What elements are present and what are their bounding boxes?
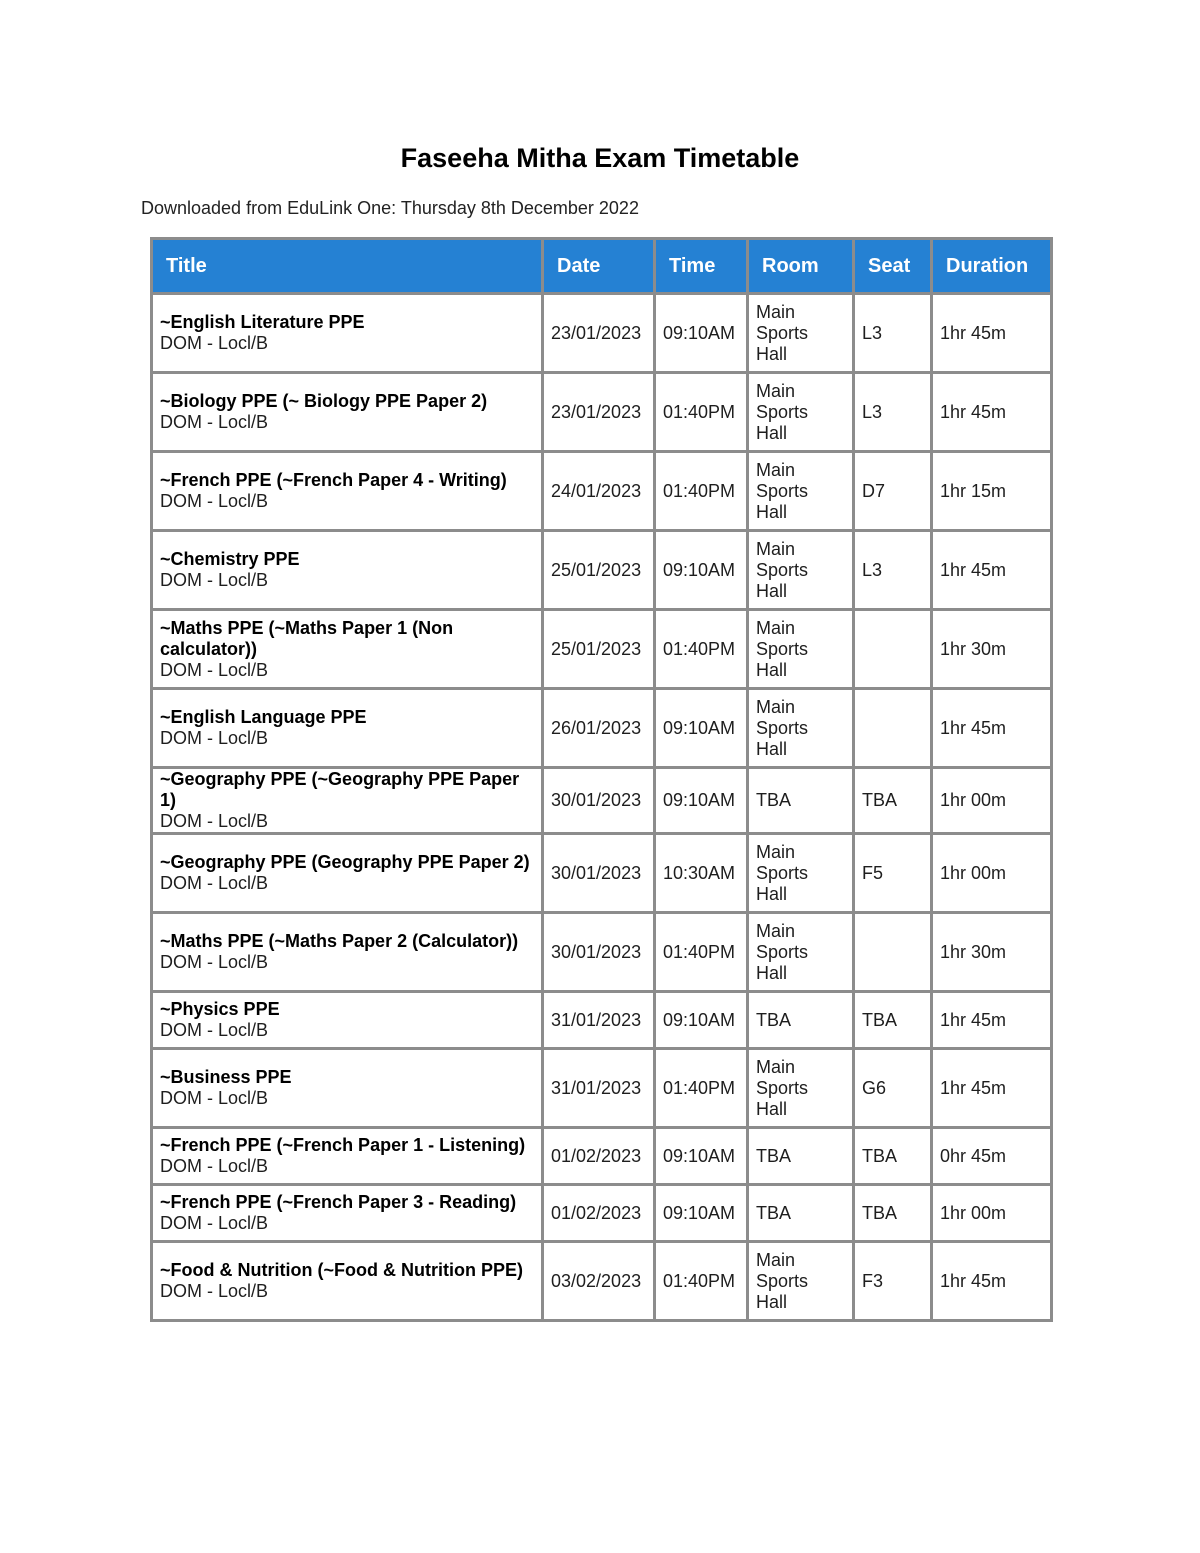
room-line: Sports [756, 717, 809, 738]
room-line: Hall [756, 501, 788, 522]
room-line: TBA [756, 1145, 792, 1166]
cell-title [152, 373, 543, 452]
room-line: Sports [756, 401, 809, 422]
room-line: TBA [756, 790, 792, 810]
cell-seat [854, 689, 932, 768]
room-line: Sports [756, 862, 809, 883]
cell-time: 01:40PM [655, 452, 748, 531]
cell-title [152, 768, 543, 834]
cell-seat: L3 [854, 531, 932, 610]
exam-title: ~English Literature PPE [160, 312, 365, 332]
room-line: Sports [756, 322, 809, 343]
cell-title [152, 1049, 543, 1128]
cell-seat: D7 [854, 452, 932, 531]
room-line: Sports [756, 480, 809, 501]
cell-room [748, 1242, 854, 1321]
cell-duration: 0hr 45m [932, 1128, 1052, 1185]
cell-duration: 1hr 00m [932, 768, 1052, 834]
cell-time: 09:10AM [655, 992, 748, 1049]
cell-title [152, 992, 543, 1049]
exam-title: ~French PPE (~French Paper 4 - Writing) [160, 470, 507, 490]
exam-detail: DOM - Locl/B [160, 952, 269, 972]
cell-date: 31/01/2023 [543, 1049, 655, 1128]
exam-timetable [150, 237, 1053, 1322]
room-line: Main [756, 380, 796, 401]
cell-duration: 1hr 45m [932, 373, 1052, 452]
cell-seat: L3 [854, 294, 932, 373]
exam-title: ~Geography PPE (Geography PPE Paper 2) [160, 852, 530, 872]
cell-duration: 1hr 30m [932, 610, 1052, 689]
exam-title: ~English Language PPE [160, 707, 367, 727]
table-row [152, 992, 1052, 1049]
room-line: Hall [756, 1098, 788, 1119]
column-header-time: Time [655, 239, 748, 294]
cell-date: 25/01/2023 [543, 610, 655, 689]
cell-seat: G6 [854, 1049, 932, 1128]
cell-room [748, 689, 854, 768]
cell-title [152, 1128, 543, 1185]
room-line: Sports [756, 559, 809, 580]
cell-room [748, 1049, 854, 1128]
cell-date: 30/01/2023 [543, 768, 655, 834]
room-line: Hall [756, 962, 788, 983]
exam-title: ~Maths PPE (~Maths Paper 2 (Calculator)) [160, 931, 519, 951]
room-line: Main [756, 1056, 796, 1077]
room-line: Main [756, 459, 796, 480]
cell-duration: 1hr 45m [932, 294, 1052, 373]
exam-detail: DOM - Locl/B [160, 1281, 269, 1301]
exam-title: ~French PPE (~French Paper 3 - Reading) [160, 1192, 517, 1212]
cell-seat: TBA [854, 992, 932, 1049]
table-row [152, 531, 1052, 610]
table-row [152, 834, 1052, 913]
column-header-title: Title [152, 239, 543, 294]
table-row [152, 294, 1052, 373]
room-line: Sports [756, 941, 809, 962]
cell-seat: TBA [854, 1128, 932, 1185]
exam-detail: DOM - Locl/B [160, 333, 269, 353]
cell-title [152, 834, 543, 913]
table-row [152, 1185, 1052, 1242]
cell-time: 09:10AM [655, 1128, 748, 1185]
cell-date: 23/01/2023 [543, 294, 655, 373]
cell-duration: 1hr 45m [932, 531, 1052, 610]
cell-room [748, 452, 854, 531]
cell-time: 01:40PM [655, 610, 748, 689]
column-header-date: Date [543, 239, 655, 294]
cell-room [748, 992, 854, 1049]
exam-detail: DOM - Locl/B [160, 811, 269, 831]
room-line: Main [756, 538, 796, 559]
cell-duration: 1hr 30m [932, 913, 1052, 992]
room-line: Hall [756, 883, 788, 904]
cell-time: 09:10AM [655, 768, 748, 834]
cell-room [748, 768, 854, 834]
cell-room [748, 1185, 854, 1242]
page-title: Faseeha Mitha Exam Timetable [400, 143, 800, 173]
table-row [152, 689, 1052, 768]
exam-title: ~Physics PPE [160, 999, 280, 1019]
cell-date: 25/01/2023 [543, 531, 655, 610]
cell-title [152, 531, 543, 610]
cell-date: 24/01/2023 [543, 452, 655, 531]
cell-date: 26/01/2023 [543, 689, 655, 768]
room-line: Main [756, 1249, 796, 1270]
exam-detail: DOM - Locl/B [160, 1020, 269, 1040]
room-line: Hall [756, 422, 788, 443]
cell-time: 09:10AM [655, 689, 748, 768]
column-header-duration: Duration [932, 239, 1052, 294]
cell-date: 03/02/2023 [543, 1242, 655, 1321]
download-info: Downloaded from EduLink One: Thursday 8th December 2022 [141, 198, 639, 218]
room-line: Sports [756, 638, 809, 659]
exam-detail: DOM - Locl/B [160, 570, 269, 590]
exam-detail: DOM - Locl/B [160, 1088, 269, 1108]
cell-time: 09:10AM [655, 1185, 748, 1242]
cell-seat: F5 [854, 834, 932, 913]
room-line: Main [756, 617, 796, 638]
cell-room [748, 913, 854, 992]
cell-time: 09:10AM [655, 531, 748, 610]
column-header-room: Room [748, 239, 854, 294]
cell-date: 31/01/2023 [543, 992, 655, 1049]
cell-date: 01/02/2023 [543, 1185, 655, 1242]
room-line: Hall [756, 343, 788, 364]
exam-title: ~Biology PPE (~ Biology PPE Paper 2) [160, 391, 488, 411]
cell-duration: 1hr 45m [932, 992, 1052, 1049]
column-header-seat: Seat [854, 239, 932, 294]
cell-title [152, 610, 543, 689]
table-body [152, 294, 1052, 1321]
exam-detail: DOM - Locl/B [160, 1156, 269, 1176]
cell-duration: 1hr 45m [932, 689, 1052, 768]
cell-room [748, 294, 854, 373]
exam-title: ~Geography PPE (~Geography PPE Paper 1) [160, 769, 520, 810]
cell-date: 01/02/2023 [543, 1128, 655, 1185]
cell-room [748, 373, 854, 452]
room-line: Hall [756, 580, 788, 601]
room-line: Main [756, 696, 796, 717]
exam-title: ~French PPE (~French Paper 1 - Listening) [160, 1135, 526, 1155]
room-line: Main [756, 920, 796, 941]
cell-time: 09:10AM [655, 294, 748, 373]
table-row [152, 768, 1052, 834]
table-row [152, 913, 1052, 992]
cell-title [152, 1242, 543, 1321]
table-row [152, 452, 1052, 531]
exam-title: ~Chemistry PPE [160, 549, 300, 569]
cell-title [152, 689, 543, 768]
cell-room [748, 610, 854, 689]
cell-time: 10:30AM [655, 834, 748, 913]
table-row [152, 1242, 1052, 1321]
cell-duration: 1hr 45m [932, 1242, 1052, 1321]
cell-seat: TBA [854, 1185, 932, 1242]
room-line: Sports [756, 1270, 809, 1291]
cell-room [748, 531, 854, 610]
room-line: TBA [756, 1009, 792, 1030]
room-line: Sports [756, 1077, 809, 1098]
cell-title [152, 294, 543, 373]
cell-title [152, 913, 543, 992]
cell-time: 01:40PM [655, 1049, 748, 1128]
cell-seat [854, 913, 932, 992]
table-row [152, 1049, 1052, 1128]
cell-duration: 1hr 00m [932, 1185, 1052, 1242]
exam-detail: DOM - Locl/B [160, 659, 269, 680]
cell-time: 01:40PM [655, 1242, 748, 1321]
cell-seat [854, 610, 932, 689]
room-line: Hall [756, 1291, 788, 1312]
cell-seat: F3 [854, 1242, 932, 1321]
cell-duration: 1hr 45m [932, 1049, 1052, 1128]
cell-time: 01:40PM [655, 373, 748, 452]
exam-detail: DOM - Locl/B [160, 728, 269, 748]
cell-title [152, 1185, 543, 1242]
cell-title [152, 452, 543, 531]
room-line: Hall [756, 738, 788, 759]
table-row [152, 1128, 1052, 1185]
room-line: Hall [756, 659, 788, 680]
cell-date: 23/01/2023 [543, 373, 655, 452]
cell-duration: 1hr 15m [932, 452, 1052, 531]
cell-date: 30/01/2023 [543, 913, 655, 992]
exam-title: ~Maths PPE (~Maths Paper 1 (Non calculator)) [160, 617, 454, 659]
room-line: Main [756, 841, 796, 862]
cell-seat: L3 [854, 373, 932, 452]
cell-room [748, 834, 854, 913]
table-row [152, 610, 1052, 689]
cell-duration: 1hr 00m [932, 834, 1052, 913]
cell-time: 01:40PM [655, 913, 748, 992]
exam-detail: DOM - Locl/B [160, 873, 269, 893]
exam-title: ~Food & Nutrition (~Food & Nutrition PPE) [160, 1260, 523, 1280]
exam-detail: DOM - Locl/B [160, 491, 269, 511]
room-line: Main [756, 301, 796, 322]
exam-detail: DOM - Locl/B [160, 412, 269, 432]
table-row [152, 373, 1052, 452]
table-header-row [152, 239, 1052, 294]
exam-title: ~Business PPE [160, 1067, 292, 1087]
exam-detail: DOM - Locl/B [160, 1213, 269, 1233]
room-line: TBA [756, 1202, 792, 1223]
cell-seat: TBA [854, 768, 932, 834]
cell-date: 30/01/2023 [543, 834, 655, 913]
cell-room [748, 1128, 854, 1185]
